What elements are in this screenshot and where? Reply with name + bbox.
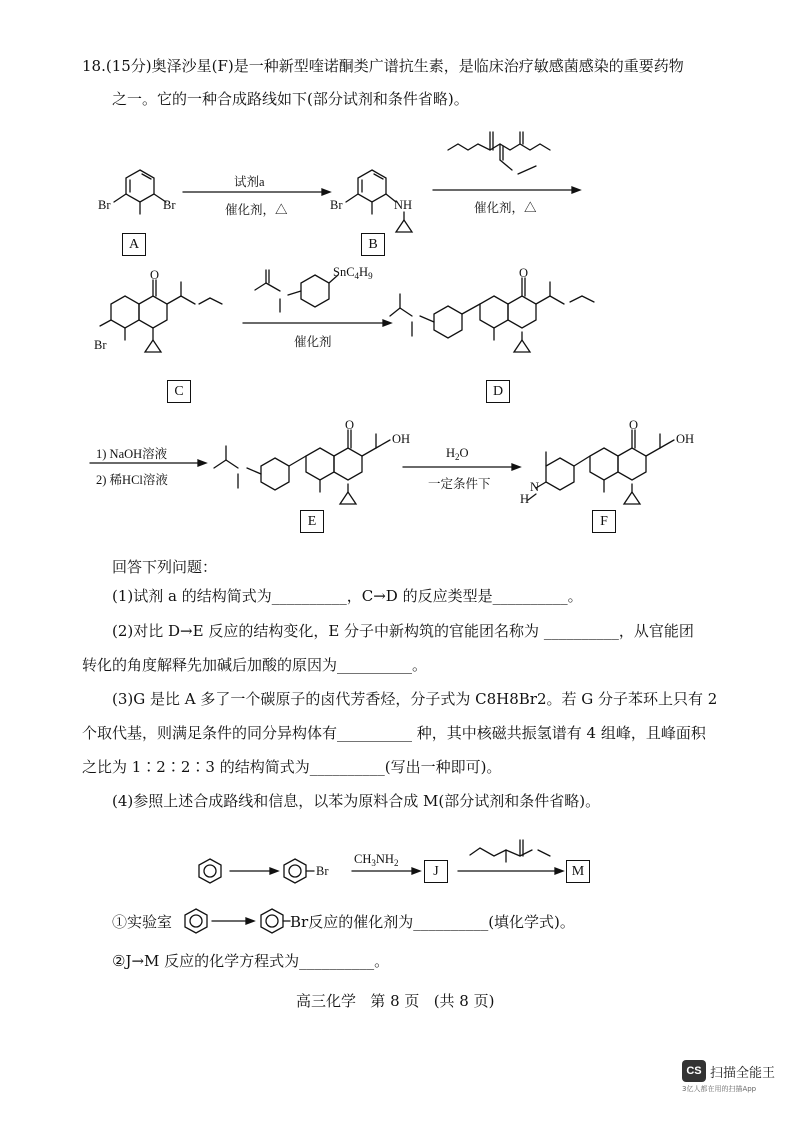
structure-e bbox=[214, 430, 390, 504]
structure-f bbox=[528, 430, 674, 504]
question-2-line-2: 转化的角度解释先加碱后加酸的原因为__________。 bbox=[82, 656, 428, 674]
atom-o: O bbox=[629, 418, 639, 432]
question-4: (4)参照上述合成路线和信息，以苯为原料合成 M(部分试剂和条件省略)。 bbox=[112, 792, 601, 810]
atom-sn: $SnC_4H_9$ bbox=[333, 265, 373, 281]
arrow5-reagent: $H_2O$ bbox=[446, 446, 469, 462]
atom-h: H bbox=[520, 492, 530, 506]
arrow1-condition: 催化剂，△ bbox=[225, 203, 288, 217]
question-line-1: 18.(15分)奥泽沙星(F)是一种新型喹诺酮类广谱抗生素，是临床治疗敏感菌感染的重要药物 bbox=[82, 57, 684, 75]
structure-d bbox=[390, 278, 594, 352]
compound-label-e: E bbox=[300, 510, 324, 533]
reagent-malonate-structure bbox=[448, 132, 550, 174]
arrow3-condition: 催化剂 bbox=[294, 335, 332, 349]
arrow5-condition: 一定条件下 bbox=[428, 477, 491, 491]
atom-o: O bbox=[519, 266, 529, 280]
arrow2-condition: 催化剂，△ bbox=[474, 201, 537, 215]
structure-a bbox=[114, 170, 166, 214]
route-reagent: $CH_3NH_2$ bbox=[354, 852, 399, 868]
atom-nh: NH bbox=[394, 198, 413, 212]
compound-label-d: D bbox=[486, 380, 510, 403]
watermark-title: 扫描全能王 bbox=[710, 1066, 776, 1081]
watermark-subtitle: 3亿人都在用的扫描App bbox=[682, 1085, 757, 1093]
atom-n: N bbox=[530, 480, 540, 494]
reagent-stannane-structure bbox=[255, 270, 338, 312]
atom-br: Br bbox=[98, 198, 111, 212]
question-2-line-1: (2)对比 D→E 反应的结构变化，E 分子中新构筑的官能团名称为 __________，从官能团 bbox=[112, 622, 694, 640]
atom-br: Br bbox=[163, 198, 176, 212]
atom-o: O bbox=[345, 418, 355, 432]
question-3-line-2: 个取代基，则满足条件的同分异构体有__________ 种，其中核磁共振氢谱有 4 组峰，且峰面积 bbox=[82, 724, 706, 742]
route-label-m: M bbox=[566, 860, 590, 883]
atom-o: O bbox=[150, 268, 160, 282]
scanner-logo-icon: CS bbox=[682, 1060, 706, 1082]
arrow4-step2: 2) 稀HCl溶液 bbox=[96, 473, 168, 487]
arrow1-reagent: 试剂a bbox=[234, 175, 265, 189]
atom-oh: OH bbox=[676, 432, 695, 446]
question-3-line-1: (3)G 是比 A 多了一个碳原子的卤代芳香烃，分子式为 C8H8Br2。若 G 分子苯环上只有 2 bbox=[112, 690, 718, 708]
inline-benzene-structures bbox=[185, 909, 290, 933]
atom-br: Br bbox=[94, 338, 107, 352]
question-4-1-prefix: ①实验室 bbox=[112, 913, 173, 931]
page-footer: 高三化学 第 8 页 (共 8 页) bbox=[296, 992, 495, 1010]
structure-c bbox=[100, 280, 222, 352]
question-4-1-suffix: Br反应的催化剂为__________(填化学式)。 bbox=[290, 913, 575, 931]
route-br: Br bbox=[316, 864, 329, 878]
question-3-line-3: 之比为 1∶2∶2∶3 的结构简式为__________(写出一种即可)。 bbox=[82, 758, 502, 776]
question-line-2: 之一。它的一种合成路线如下(部分试剂和条件省略)。 bbox=[112, 90, 469, 108]
answers-intro: 回答下列问题： bbox=[112, 558, 218, 576]
compound-label-a: A bbox=[122, 233, 146, 256]
question-4-2: ②J→M 反应的化学方程式为__________。 bbox=[112, 952, 390, 970]
arrow4-step1: 1) NaOH溶液 bbox=[96, 447, 168, 461]
atom-oh: OH bbox=[392, 432, 411, 446]
question-1: (1)试剂 a 的结构简式为__________，C→D 的反应类型是__________。 bbox=[112, 587, 583, 605]
route-label-j: J bbox=[424, 860, 448, 883]
compound-label-f: F bbox=[592, 510, 616, 533]
compound-label-c: C bbox=[167, 380, 191, 403]
atom-br: Br bbox=[330, 198, 343, 212]
compound-label-b: B bbox=[361, 233, 385, 256]
